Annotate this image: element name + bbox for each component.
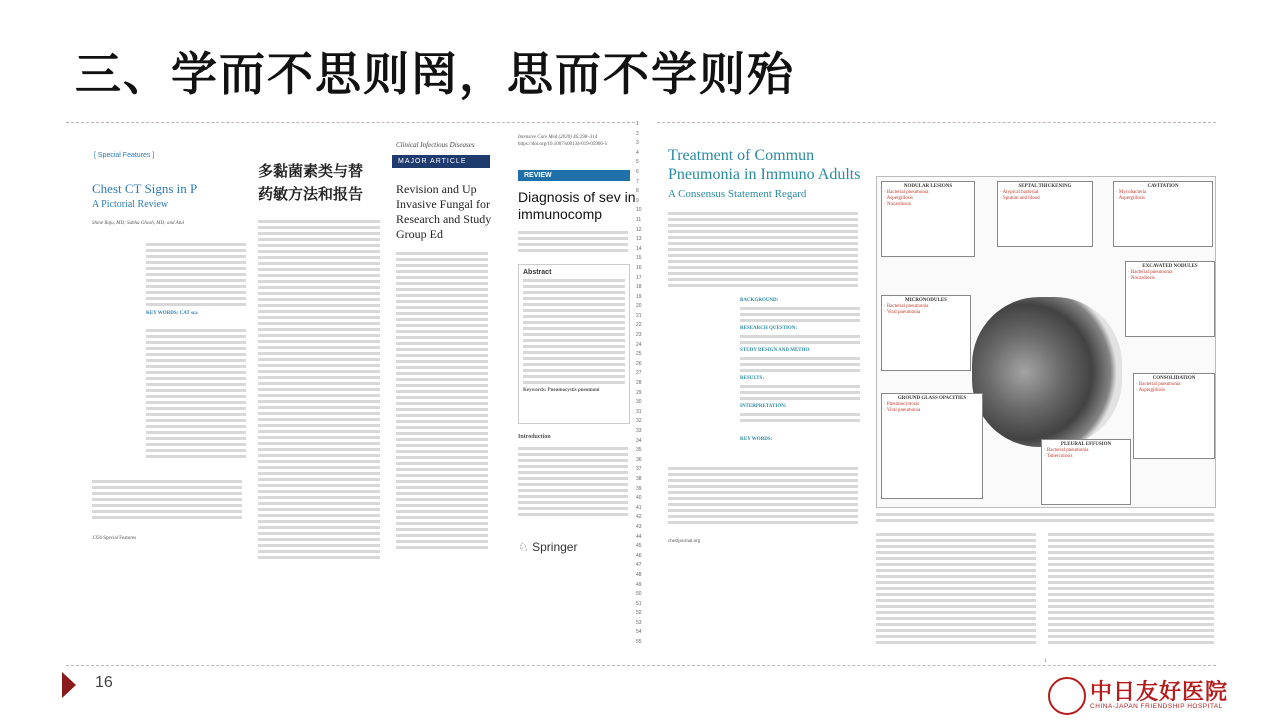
- line-number: 45: [636, 543, 642, 550]
- box-septal-thickening: SEPTAL THICKENING · Atypical bacterial · Sputum and blood: [997, 181, 1093, 247]
- paper-chest-ct: [92, 138, 252, 648]
- paper-intro: Introduction: [518, 434, 551, 440]
- paper-body: [518, 447, 628, 516]
- paper-diagram: [868, 138, 1218, 663]
- paper-subtitle: 药敏方法和报告: [258, 185, 364, 203]
- paper-journal: Clinical Infectious Diseases: [396, 141, 475, 149]
- design-lines: [740, 357, 860, 372]
- line-number: 29: [636, 389, 642, 396]
- line-number: 34: [636, 437, 642, 444]
- paper-keywords: KEY WORDS: CAT sca: [146, 311, 198, 316]
- box-ground-glass: GROUND GLASS OPACITIES · Pneumocystosis · Viral pneumonia: [881, 393, 983, 499]
- box-excavated-nodules: EXCAVATED NODULES · Bacterial pneumonia · Nocardiosis: [1125, 261, 1215, 337]
- line-number: 33: [636, 428, 642, 434]
- abstract-research-question: RESEARCH QUESTION:: [740, 326, 798, 331]
- line-number: 37: [636, 466, 642, 473]
- logo-chinese-text: 中日友好医院: [1090, 680, 1229, 705]
- paper-subtitle: A Consensus Statement Regard: [668, 188, 807, 200]
- springer-horse-icon: ♘: [518, 540, 529, 554]
- line-number: 24: [636, 341, 642, 348]
- slide-title: 三、学而不思则罔，思而不学则殆: [75, 47, 795, 101]
- paper-title: Revision and Up Invasive Fungal for Research and Study Group Ed: [396, 182, 492, 241]
- line-number: 46: [636, 552, 642, 559]
- paper-footer: chestjournal.org: [668, 539, 701, 544]
- box-title: CAVITATION: [1147, 184, 1179, 189]
- paper-title: 多黏菌素类与替: [258, 162, 364, 180]
- line-number: 22: [636, 322, 642, 329]
- line-number: 3: [636, 140, 639, 147]
- abstract-study-design: STUDY DESIGN AND METHO: [740, 348, 810, 353]
- line-number: 5: [636, 159, 639, 166]
- line-numbers: [636, 120, 656, 648]
- line-number: 8: [636, 188, 639, 195]
- line-number: 25: [636, 351, 642, 358]
- box-micronodules: MICRONODULES · Bacterial pneumonia · Viral pneumonia: [881, 295, 971, 371]
- paper-body-right: [1048, 530, 1214, 647]
- page-number: 16: [95, 674, 113, 691]
- box-title: PLEURAL EFFUSION: [1060, 442, 1112, 447]
- paper-keywords: Keywords: Pneumocystis pneumoni: [523, 388, 600, 393]
- paper-badge: MAJOR ARTICLE: [392, 155, 490, 168]
- paper-footnotes: [92, 480, 242, 519]
- line-number: 12: [636, 226, 642, 233]
- abstract-section: [740, 297, 860, 443]
- line-number: 18: [636, 284, 642, 291]
- line-number: 21: [636, 312, 642, 319]
- line-number: 19: [636, 293, 642, 300]
- line-number: 17: [636, 274, 642, 281]
- box-nodular-lesions: NODULAR LESIONS · Bacterial pneumonia · Aspergillosis · Nocardiosis: [881, 181, 975, 257]
- abstract-interpretation: INTERPRETATION:: [740, 404, 787, 409]
- paper-abstract-box: [518, 264, 630, 424]
- line-number: 2: [636, 130, 639, 137]
- paper-footnotes: [668, 467, 858, 524]
- line-number: 52: [636, 610, 642, 617]
- paper-body-left: [876, 530, 1036, 647]
- line-number: 20: [636, 303, 642, 310]
- line-number: 35: [636, 447, 642, 454]
- paper-badge: REVIEW: [518, 170, 630, 181]
- paper-authors: Shine Raju, MD; Subha Ghosh, MD; and Atul: [92, 221, 184, 226]
- box-title: CONSOLIDATION: [1152, 376, 1196, 381]
- line-number: 31: [636, 408, 642, 415]
- line-number: 15: [636, 255, 642, 262]
- line-number: 49: [636, 581, 642, 588]
- line-number: 51: [636, 600, 642, 607]
- line-number: 27: [636, 370, 642, 377]
- line-number: 53: [636, 619, 642, 626]
- abstract-body: [523, 279, 625, 384]
- line-number: 40: [636, 495, 642, 502]
- box-title: GROUND GLASS OPACITIES: [897, 396, 967, 401]
- line-number: 26: [636, 360, 642, 367]
- line-number: 32: [636, 418, 642, 425]
- hospital-logo: [1048, 675, 1238, 715]
- box-title: NODULAR LESIONS: [903, 184, 953, 189]
- paper-title: Treatment of Commun Pneumonia in Immuno Adults: [668, 147, 861, 183]
- abstract-background: BACKGROUND:: [740, 298, 779, 303]
- abstract-results: RESULTS:: [740, 376, 764, 381]
- paper-subtitle: A Pictorial Review: [92, 199, 169, 210]
- publisher-name: Springer: [532, 540, 578, 554]
- box-pleural-effusion: PLEURAL EFFUSION · Bacterial pneumonia · Tuberculosis: [1041, 439, 1131, 505]
- box-title: MICRONODULES: [905, 298, 947, 303]
- paper-cid: [390, 135, 490, 655]
- abstract-heading: Abstract: [523, 269, 552, 276]
- line-number: 28: [636, 380, 642, 387]
- box-title: SEPTAL THICKENING: [1018, 184, 1072, 189]
- paper-publisher: [518, 540, 630, 554]
- line-number: 55: [636, 639, 642, 646]
- line-number: 39: [636, 485, 642, 492]
- box-title: EXCAVATED NODULES: [1142, 264, 1198, 269]
- paper-body: [146, 243, 246, 306]
- paper-body-2: [146, 329, 246, 458]
- bottom-divider: [66, 665, 1216, 666]
- diagram-figure: [876, 176, 1216, 508]
- line-number: 42: [636, 514, 642, 521]
- paper-body: [396, 252, 488, 549]
- paper-authors: [518, 231, 628, 252]
- paper-footer: 1356 Special Features: [92, 536, 137, 541]
- paper-title: Diagnosis of sev in immunocomp: [518, 189, 636, 222]
- line-number: 9: [636, 197, 639, 204]
- line-number: 38: [636, 475, 642, 482]
- background-lines: [740, 307, 860, 322]
- line-number: 6: [636, 168, 639, 175]
- paper-body: [258, 220, 380, 559]
- interp-lines: [740, 413, 860, 422]
- paper-chest: [660, 140, 860, 665]
- line-number: 36: [636, 456, 642, 463]
- box-consolidation: CONSOLIDATION · Bacterial pneumonia · Aspergillosis: [1133, 373, 1215, 459]
- abstract-keywords: KEY WORDS:: [740, 437, 773, 442]
- paper-journal: Intensive Care Med (2020) 46:298–314: [518, 135, 598, 140]
- rq-lines: [740, 335, 860, 344]
- line-number: 1: [636, 121, 639, 127]
- line-number: 41: [636, 504, 642, 511]
- line-number: 44: [636, 533, 642, 540]
- results-lines: [740, 385, 860, 400]
- line-number: 48: [636, 571, 642, 578]
- paper-section: [ Special Features ]: [94, 152, 155, 159]
- box-cavitation: CAVITATION · Mycobacteria · Aspergillosis: [1113, 181, 1213, 247]
- line-number: 23: [636, 332, 642, 339]
- line-number: 30: [636, 399, 642, 406]
- line-number: 11: [636, 216, 642, 223]
- line-number: 54: [636, 629, 642, 636]
- line-number: 10: [636, 207, 642, 214]
- line-number: 16: [636, 264, 642, 271]
- hospital-emblem-icon: [1048, 677, 1086, 715]
- logo-english-text: CHINA-JAPAN FRIENDSHIP HOSPITAL: [1090, 703, 1223, 710]
- paper-authors: [668, 212, 858, 287]
- ct-scan-image: [972, 297, 1122, 447]
- line-number: 43: [636, 523, 642, 530]
- paper-page: 1: [1044, 659, 1047, 664]
- line-number-column: [636, 120, 656, 646]
- line-number: 4: [636, 149, 639, 156]
- line-number: 47: [636, 562, 642, 569]
- figure-caption: [876, 510, 1214, 525]
- line-number: 13: [636, 236, 642, 243]
- paper-chinese: [258, 150, 383, 650]
- line-number: 7: [636, 178, 639, 185]
- paper-title: Chest CT Signs in P: [92, 181, 198, 196]
- line-number: 50: [636, 591, 642, 598]
- line-number: 14: [636, 245, 642, 252]
- paper-icm: [518, 130, 636, 635]
- page-marker-arrow-icon: [62, 672, 76, 698]
- paper-doi: https://doi.org/10.1007/s00134-019-05906-5: [518, 142, 608, 147]
